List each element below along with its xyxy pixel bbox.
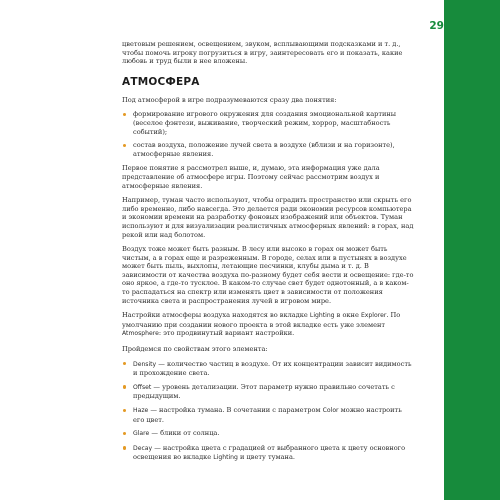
list-item [122, 110, 414, 136]
property-term: Color [322, 407, 339, 414]
list-item [122, 360, 414, 378]
text: . По умолчанию при создании нового проекта в этой вкладке есть уже элемент [122, 311, 401, 329]
paragraph-4 [122, 311, 414, 339]
list-item [122, 429, 414, 439]
bullet-icon [123, 409, 126, 412]
property-desc: — количество частиц в воздухе. От их концентрации зависит видимость и прохождение света. [133, 359, 412, 378]
term-atmosphere: Atmosphere [122, 330, 159, 338]
bullet-icon [123, 432, 126, 435]
list-item [122, 406, 414, 424]
list-item [122, 444, 414, 463]
page-content [122, 40, 414, 469]
paragraph-5: Пройдемся по свойствам этого элемента: [122, 345, 268, 354]
bullet-icon [123, 113, 126, 116]
text: в окне [334, 311, 361, 320]
concept-list [122, 110, 414, 158]
green-side-band [444, 0, 500, 500]
lead-paragraph: Под атмосферой в игре подразумеваются сразу два понятия: [122, 95, 337, 104]
list-item-text: состав воздуха, положение лучей света в воздухе (вблизи и на горизонте), атмосферные явления. [133, 141, 395, 158]
bullet-icon [123, 144, 126, 147]
property-desc: — блики от солнца. [149, 429, 220, 438]
property-term: Lighting [213, 454, 238, 462]
bullet-icon [123, 446, 126, 449]
property-term: Decay [133, 444, 153, 452]
list-item-text: формирование игрового окружения для создания эмоциональной картины (веселое фэнтези, выживание, творческий режим, хоррор, масштабность событий); [133, 110, 397, 136]
paragraph-1: Первое понятие я рассмотрел выше, и, думаю, эта информация уже дала представление об атмосфере игры. Поэтому сейчас рассмотрим воздух и атмосферные явления. [122, 164, 380, 190]
paragraph-3: Воздух тоже может быть разным. В лесу или высоко в горах он может быть чистым, а в горах еще и разреженным. В городе, селах или в пустынях в воздухе может быть пыль, выхлопы, летающие песчинки, клубы дыма и т. д. В зависимости от качества воздуха по-разному будет себя вести и освещение: где-то оно яркое, а где-то тусклое. В каком-то случае свет будет однотонный, а в каком-то распадаться на спектр или изменять цвет в зависимости от положения источника света и распространения лучей в игровом мире. [122, 245, 414, 305]
bullet-icon [123, 362, 126, 365]
property-list [122, 360, 414, 463]
page-number: 29 [429, 20, 444, 32]
property-desc: и цвету тумана. [237, 453, 295, 462]
text: : это продвинутый вариант настройки. [158, 329, 295, 338]
paragraph-2: Например, туман часто используют, чтобы оградить пространство или скрыть его либо временно, либо навсегда. Это делается ради экономии ресурсов компьютера и экономии времени на разработку фоновых изображений или объектов. Туман используют и для визуализации реалистичных атмосферных явлений: в горах, над рекой или над болотом. [122, 196, 414, 239]
list-item [122, 383, 414, 401]
property-desc: можно настроить его цвет. [133, 406, 402, 424]
term-explorer: Explorer [360, 312, 387, 320]
property-desc: — уровень детализации. Этот параметр нужно правильно сочетать с предыдущим. [133, 382, 395, 401]
property-desc: — настройка цвета с градацией от выбранного цвета к цвету основного освещения во вкладке [133, 443, 406, 462]
property-term: Glare [133, 430, 150, 438]
property-term: Density [133, 360, 157, 368]
list-item [122, 141, 414, 158]
intro-paragraph: цветовым решением, освещением, звуком, всплывающими подсказками и т. д., чтобы помочь игроку погрузиться в игру, заинтересовать его и показать, какие любовь и труд были в нее вложены. [122, 40, 403, 66]
property-term: Offset [133, 383, 152, 391]
section-heading: АТМОСФЕРА [122, 75, 200, 88]
bullet-icon [123, 385, 126, 388]
property-term: Haze [133, 407, 149, 414]
page-number-box [404, 0, 444, 38]
text: Настройки атмосферы воздуха находятся во вкладке [122, 311, 310, 320]
term-lighting: Lighting [309, 312, 335, 320]
property-desc: — настройка тумана. В сочетании с параметром [148, 406, 323, 414]
